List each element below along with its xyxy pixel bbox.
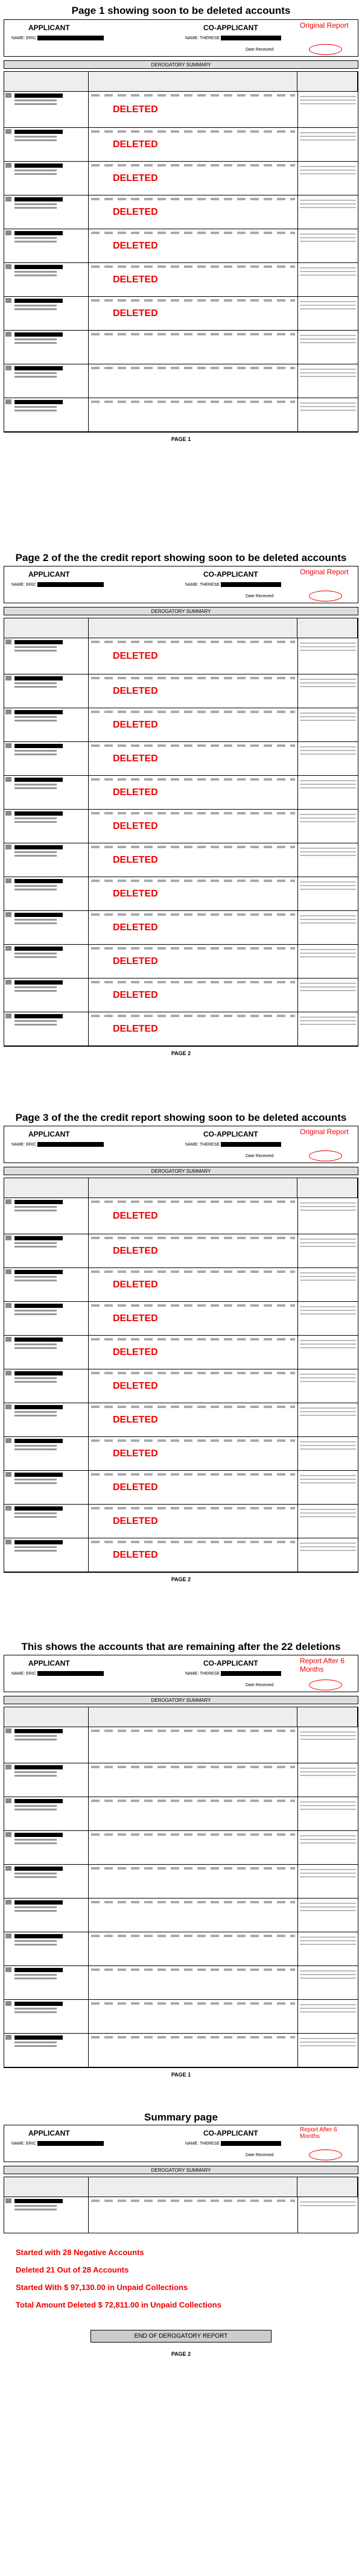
report-note: Original Report — [300, 1128, 349, 1136]
deleted-stamp: DELETED — [113, 240, 158, 251]
account-row — [4, 674, 358, 708]
stat-started: Started with 28 Negative Accounts — [16, 2248, 144, 2257]
account-row — [4, 1198, 358, 1234]
deleted-stamp: DELETED — [113, 173, 158, 183]
deleted-stamp: DELETED — [113, 820, 158, 831]
account-row — [4, 810, 358, 843]
report-page-3 — [4, 1126, 358, 1629]
account-row — [4, 1797, 358, 1831]
table-header — [4, 618, 358, 638]
report-page-5 — [4, 2125, 358, 2571]
applicant-label: APPLICANT — [28, 1659, 70, 1667]
date-oval — [309, 2149, 342, 2160]
account-row — [4, 1932, 358, 1966]
report-note: Original Report — [300, 568, 349, 576]
date-oval — [309, 1150, 342, 1161]
account-row — [4, 1012, 358, 1046]
account-row — [4, 297, 358, 331]
account-row — [4, 1538, 358, 1572]
report-page-4 — [4, 1655, 358, 2101]
name-field-2: NAME: THERESE — [185, 36, 281, 40]
derogatory-summary: DEROGATORY SUMMARY — [4, 2166, 358, 2174]
derogatory-summary: DEROGATORY SUMMARY — [4, 1696, 358, 1704]
date-received: Date Received: — [246, 1154, 275, 1158]
page-footer: PAGE 2 — [4, 1572, 358, 1586]
account-row — [4, 1369, 358, 1403]
deleted-stamp: DELETED — [113, 274, 158, 285]
account-row — [4, 2197, 358, 2233]
report-page-2 — [4, 566, 358, 1109]
applicant-label: APPLICANT — [28, 570, 70, 579]
after-note: Report After 6 Months — [300, 2127, 337, 2140]
date-oval — [309, 1680, 342, 1690]
deleted-stamp: DELETED — [113, 854, 158, 865]
deleted-stamp: DELETED — [113, 139, 158, 150]
table-header — [4, 71, 358, 92]
account-row — [4, 2000, 358, 2034]
deleted-stamp: DELETED — [113, 104, 158, 115]
account-row — [4, 195, 358, 229]
account-row — [4, 1234, 358, 1268]
deleted-stamp: DELETED — [113, 1549, 158, 1560]
deleted-stamp: DELETED — [113, 1380, 158, 1391]
date-received: Date Received: — [246, 48, 275, 52]
account-row — [4, 1966, 358, 2000]
account-row — [4, 1865, 358, 1899]
stat-amount-deleted: Total Amount Deleted $ 72,811.00 in Unpaid Collections — [16, 2300, 221, 2309]
name-field-1: NAME: ERIC — [11, 2141, 104, 2146]
account-row — [4, 877, 358, 911]
date-received: Date Received: — [246, 2153, 275, 2157]
account-row — [4, 1471, 358, 1505]
deleted-stamp: DELETED — [113, 206, 158, 217]
stat-deleted: Deleted 21 Out of 28 Accounts — [16, 2265, 129, 2274]
stats-block — [4, 2233, 358, 2324]
account-row — [4, 2034, 358, 2067]
deleted-stamp: DELETED — [113, 1414, 158, 1425]
account-row — [4, 843, 358, 877]
derogatory-summary: DEROGATORY SUMMARY — [4, 60, 358, 69]
applicant-label: APPLICANT — [28, 2129, 70, 2137]
deleted-stamp: DELETED — [113, 1313, 158, 1324]
table-header — [4, 2177, 358, 2197]
report-header — [4, 1126, 358, 1163]
date-oval — [309, 591, 342, 601]
account-row — [4, 979, 358, 1012]
deleted-stamp: DELETED — [113, 1482, 158, 1493]
deleted-stamp: DELETED — [113, 989, 158, 1000]
date-oval — [309, 44, 342, 55]
report-header — [4, 2125, 358, 2162]
account-row — [4, 1268, 358, 1302]
account-row — [4, 331, 358, 364]
name-field-2: NAME: THERESE — [185, 582, 281, 587]
account-row — [4, 742, 358, 776]
account-row — [4, 398, 358, 432]
report-page-1 — [4, 19, 358, 493]
account-row — [4, 263, 358, 297]
applicant-label: APPLICANT — [28, 24, 70, 32]
account-row — [4, 1899, 358, 1932]
account-row — [4, 1302, 358, 1336]
account-row — [4, 1505, 358, 1538]
report-header — [4, 19, 358, 57]
deleted-stamp: DELETED — [113, 685, 158, 696]
account-row — [4, 128, 358, 162]
name-field-2: NAME: THERESE — [185, 2141, 281, 2146]
page-footer: PAGE 1 — [4, 2067, 358, 2081]
caption-1: Page 1 showing soon to be deleted accounts — [71, 5, 291, 16]
report-note: Report After 6 Months — [300, 1657, 345, 1673]
table-header — [4, 1178, 358, 1198]
account-row — [4, 1727, 358, 1763]
deleted-stamp: DELETED — [113, 1515, 158, 1526]
name-field-2: NAME: THERESE — [185, 1671, 281, 1676]
caption-2: Page 2 of the the credit report showing soon to be deleted accounts — [15, 552, 347, 563]
account-row — [4, 229, 358, 263]
deleted-stamp: DELETED — [113, 956, 158, 966]
table-header — [4, 1707, 358, 1727]
account-row — [4, 92, 358, 128]
stat-unpaid: Started With $ 97,130.00 in Unpaid Collections — [16, 2283, 188, 2292]
deleted-stamp: DELETED — [113, 753, 158, 764]
page-footer: PAGE 2 — [171, 2351, 191, 2357]
coapplicant-label: CO-APPLICANT — [203, 1659, 258, 1667]
deleted-stamp: DELETED — [113, 888, 158, 899]
coapplicant-label: CO-APPLICANT — [203, 2129, 258, 2137]
deleted-stamp: DELETED — [113, 1279, 158, 1290]
caption-5: Summary page — [144, 2111, 218, 2123]
account-row — [4, 364, 358, 398]
name-field-1: NAME: ERIC — [11, 582, 104, 587]
derogatory-summary: DEROGATORY SUMMARY — [4, 1167, 358, 1175]
page-footer: PAGE 1 — [4, 432, 358, 446]
deleted-stamp: DELETED — [113, 1448, 158, 1459]
deleted-stamp: DELETED — [113, 1210, 158, 1221]
deleted-stamp: DELETED — [113, 1347, 158, 1357]
report-header — [4, 1655, 358, 1692]
derogatory-summary: DEROGATORY SUMMARY — [4, 607, 358, 615]
account-row — [4, 162, 358, 195]
deleted-stamp: DELETED — [113, 1023, 158, 1034]
account-row — [4, 708, 358, 742]
name-field-1: NAME: ERIC — [11, 1142, 104, 1147]
date-received: Date Received: — [246, 1683, 275, 1687]
name-field-1: NAME: ERIC — [11, 36, 104, 40]
account-row — [4, 1763, 358, 1797]
deleted-stamp: DELETED — [113, 1245, 158, 1256]
name-field-2: NAME: THERESE — [185, 1142, 281, 1147]
deleted-stamp: DELETED — [113, 922, 158, 933]
report-note: Original Report — [300, 21, 349, 30]
account-row — [4, 776, 358, 810]
deleted-stamp: DELETED — [113, 650, 158, 661]
account-row — [4, 1831, 358, 1865]
account-row — [4, 638, 358, 674]
coapplicant-label: CO-APPLICANT — [203, 24, 258, 32]
account-row — [4, 1437, 358, 1471]
name-field-1: NAME: ERIC — [11, 1671, 104, 1676]
end-of-report: END OF DEROGATORY REPORT — [91, 2330, 272, 2343]
applicant-label: APPLICANT — [28, 1130, 70, 1138]
deleted-stamp: DELETED — [113, 308, 158, 319]
page-footer: PAGE 2 — [4, 1046, 358, 1060]
account-row — [4, 911, 358, 945]
account-row — [4, 945, 358, 979]
coapplicant-label: CO-APPLICANT — [203, 570, 258, 579]
deleted-stamp: DELETED — [113, 719, 158, 730]
caption-4: This shows the accounts that are remaining after the 22 deletions — [21, 1641, 341, 1652]
account-row — [4, 1336, 358, 1369]
date-received: Date Received: — [246, 594, 275, 598]
deleted-stamp: DELETED — [113, 787, 158, 798]
report-header — [4, 566, 358, 603]
account-row — [4, 1403, 358, 1437]
coapplicant-label: CO-APPLICANT — [203, 1130, 258, 1138]
caption-3: Page 3 of the the credit report showing soon to be deleted accounts — [15, 1112, 347, 1123]
